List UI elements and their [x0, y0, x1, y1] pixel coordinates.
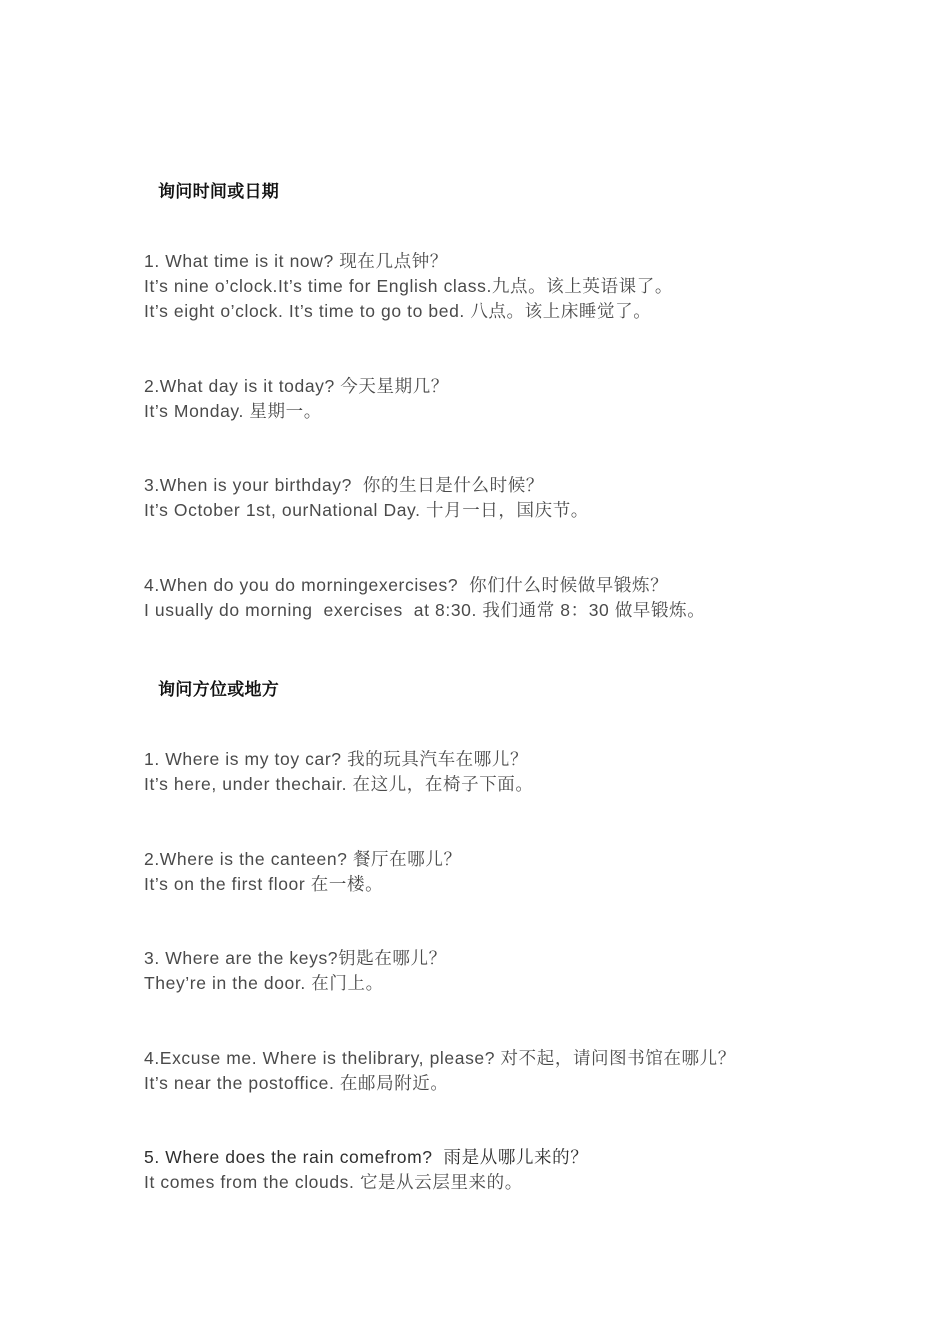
answer-line: It’s eight o’clock. It’s time to go to bed. 八点。该上床睡觉了。 — [144, 301, 652, 321]
answer-line: It’s near the postoffice. 在邮局附近。 — [144, 1073, 449, 1093]
answer-line: It’s on the first floor 在一楼。 — [144, 874, 384, 894]
answer-line: It comes from the clouds. 它是从云层里来的。 — [144, 1172, 523, 1192]
section-heading-location: 询问方位或地方 — [158, 680, 280, 700]
qa-item — [144, 747, 904, 797]
qa-item — [144, 946, 904, 996]
question-line: 4.Excuse me. Where is thelibrary, please? 对不起，请问图书馆在哪儿？ — [144, 1048, 736, 1068]
question-line: 2.Where is the canteen? 餐厅在哪儿？ — [144, 849, 462, 869]
question-line: 2.What day is it today? 今天星期几？ — [144, 376, 449, 396]
question-line: 4.When do you do morningexercises? 你们什么时候做早锻炼？ — [144, 575, 669, 595]
qa-item — [144, 249, 904, 324]
question-line: 3.When is your birthday? 你的生日是什么时候？ — [144, 475, 544, 495]
question-line: 5. Where does the rain comefrom? 雨是从哪儿来的？ — [144, 1147, 589, 1167]
question-line: 1. Where is my toy car? 我的玩具汽车在哪儿？ — [144, 749, 529, 769]
qa-item — [144, 374, 904, 424]
answer-line: It’s Monday. 星期一。 — [144, 401, 322, 421]
answer-line: It’s October 1st, ourNational Day. 十月一日，国庆节。 — [144, 500, 589, 520]
qa-item — [144, 573, 904, 623]
question-line: 3. Where are the keys?钥匙在哪儿？ — [144, 948, 447, 968]
answer-line: It’s nine o’clock.It’s time for English class.九点。该上英语课了。 — [144, 276, 673, 296]
answer-line: I usually do morning exercises at 8:30. 我们通常 8：30 做早锻炼。 — [144, 600, 706, 620]
qa-item — [144, 473, 904, 523]
question-line: 1. What time is it now? 现在几点钟？ — [144, 251, 448, 271]
qa-item — [144, 1046, 904, 1096]
qa-item — [144, 847, 904, 897]
section-heading-time-date: 询问时间或日期 — [158, 182, 280, 202]
qa-item — [144, 1145, 904, 1195]
answer-line: They’re in the door. 在门上。 — [144, 973, 384, 993]
answer-line: It’s here, under thechair. 在这儿，在椅子下面。 — [144, 774, 534, 794]
